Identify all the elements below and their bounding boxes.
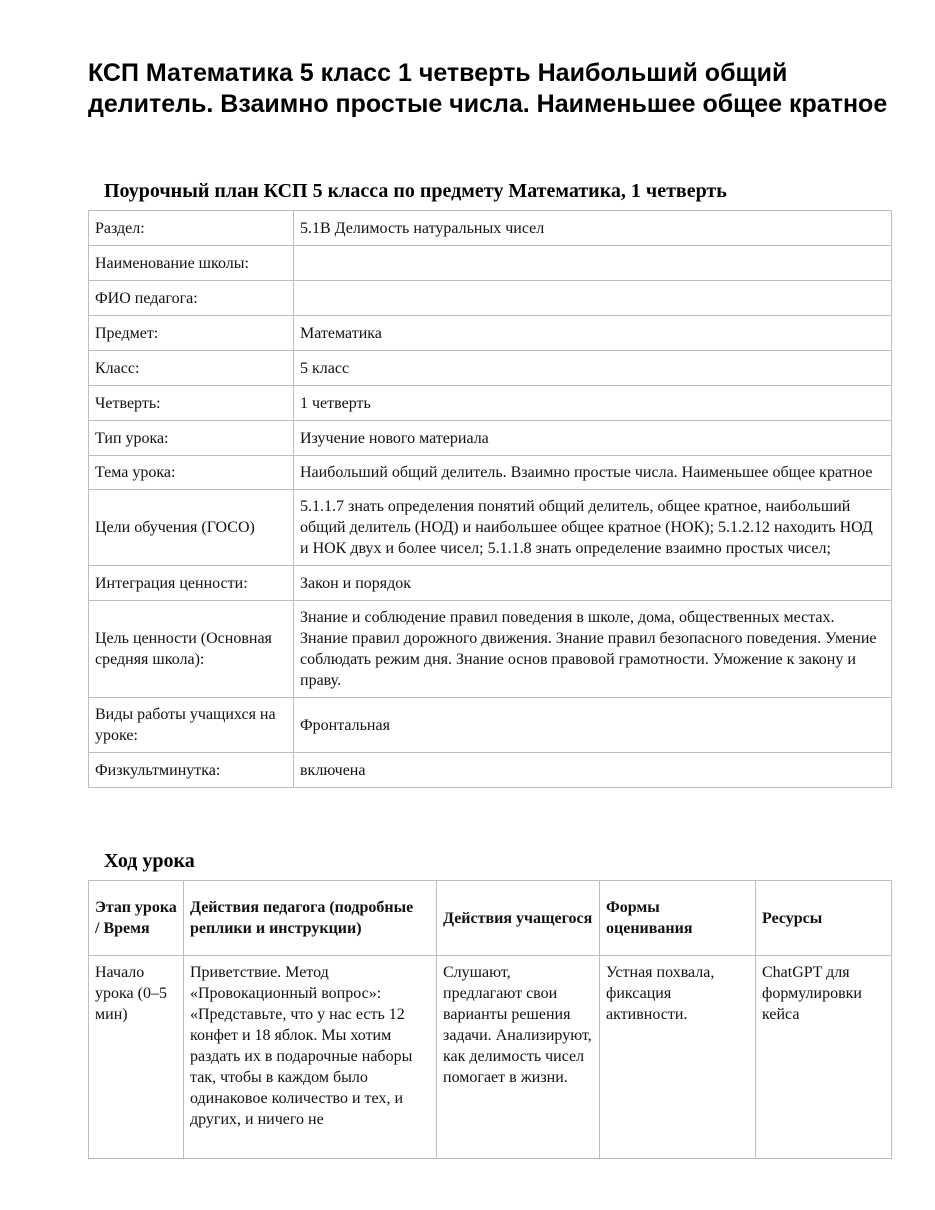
table-row — [89, 211, 892, 246]
table-row — [89, 956, 892, 1159]
row-label: Интеграция ценности: — [89, 566, 294, 601]
column-header: Действия педагога (подробные реплики и инструкции) — [184, 881, 437, 956]
table-row — [89, 281, 892, 316]
stage-cell: Начало урока (0–5 мин) — [89, 956, 184, 1159]
row-label: ФИО педагога: — [89, 281, 294, 316]
course-heading: Ход урока — [104, 850, 195, 872]
row-label: Физкультминутка: — [89, 753, 294, 788]
table-row — [89, 421, 892, 456]
column-header: Ресурсы — [756, 881, 892, 956]
row-value: Знание и соблюдение правил поведения в школе, дома, общественных местах. Знание правил дорожного движения. Знание правил безопасного поведения. Умение соблюдать режим дня. Знание основ правовой грамотности. Уможение к закону и праву. — [294, 601, 892, 698]
table-row — [89, 601, 892, 698]
row-label: Тип урока: — [89, 421, 294, 456]
column-header: Действия учащегося — [437, 881, 600, 956]
row-label: Тема урока: — [89, 456, 294, 490]
row-value: Закон и порядок — [294, 566, 892, 601]
column-header: Формы оценивания — [600, 881, 756, 956]
row-label: Предмет: — [89, 316, 294, 351]
row-value: 5.1В Делимость натуральных чисел — [294, 211, 892, 246]
plan-heading: Поурочный план КСП 5 класса по предмету Математика, 1 четверть — [104, 180, 727, 202]
table-row — [89, 490, 892, 566]
row-value: 5 класс — [294, 351, 892, 386]
table-row — [89, 698, 892, 753]
row-label: Класс: — [89, 351, 294, 386]
row-label: Цели обучения (ГОСО) — [89, 490, 294, 566]
table-row — [89, 566, 892, 601]
row-value — [294, 281, 892, 316]
row-label: Виды работы учащихся на уроке: — [89, 698, 294, 753]
row-label: Наименование школы: — [89, 246, 294, 281]
row-label: Цель ценности (Основная средняя школа): — [89, 601, 294, 698]
table-row — [89, 351, 892, 386]
row-value — [294, 246, 892, 281]
table-header-row — [89, 881, 892, 956]
row-value: Математика — [294, 316, 892, 351]
table-row — [89, 246, 892, 281]
column-header: Этап урока / Время — [89, 881, 184, 956]
row-label: Четверть: — [89, 386, 294, 421]
document-title: КСП Математика 5 класс 1 четверть Наибольший общий делитель. Взаимно простые числа. Наименьшее общее кратное — [88, 59, 888, 118]
row-value: Фронтальная — [294, 698, 892, 753]
lesson-info-table — [88, 210, 892, 788]
student-actions-cell: Слушают, предлагают свои варианты решения задачи. Анализируют, как делимость чисел помогает в жизни. — [437, 956, 600, 1159]
table-row — [89, 753, 892, 788]
row-value: 5.1.1.7 знать определения понятий общий делитель, общее кратное, наибольший общий делитель (НОД) и наибольшее общее кратное (НОК); 5.1.2.12 находить НОД и НОК двух и более чисел; 5.1.1.8 знать определение взаимно простых чисел; — [294, 490, 892, 566]
row-value: 1 четверть — [294, 386, 892, 421]
resources-cell: ChatGPT для формулировки кейса — [756, 956, 892, 1159]
row-value: Наибольший общий делитель. Взаимно простые числа. Наименьшее общее кратное — [294, 456, 892, 490]
assessment-cell: Устная похвала, фиксация активности. — [600, 956, 756, 1159]
table-row — [89, 386, 892, 421]
lesson-course-table — [88, 880, 892, 1159]
table-row — [89, 316, 892, 351]
row-label: Раздел: — [89, 211, 294, 246]
table-row — [89, 456, 892, 490]
teacher-actions-cell: Приветствие. Метод «Провокационный вопрос»: «Представьте, что у нас есть 12 конфет и 18 яблок. Мы хотим раздать их в подарочные наборы так, чтобы в каждом было одинаковое количество и тех, и других, и ничего не — [184, 956, 437, 1159]
row-value: включена — [294, 753, 892, 788]
row-value: Изучение нового материала — [294, 421, 892, 456]
